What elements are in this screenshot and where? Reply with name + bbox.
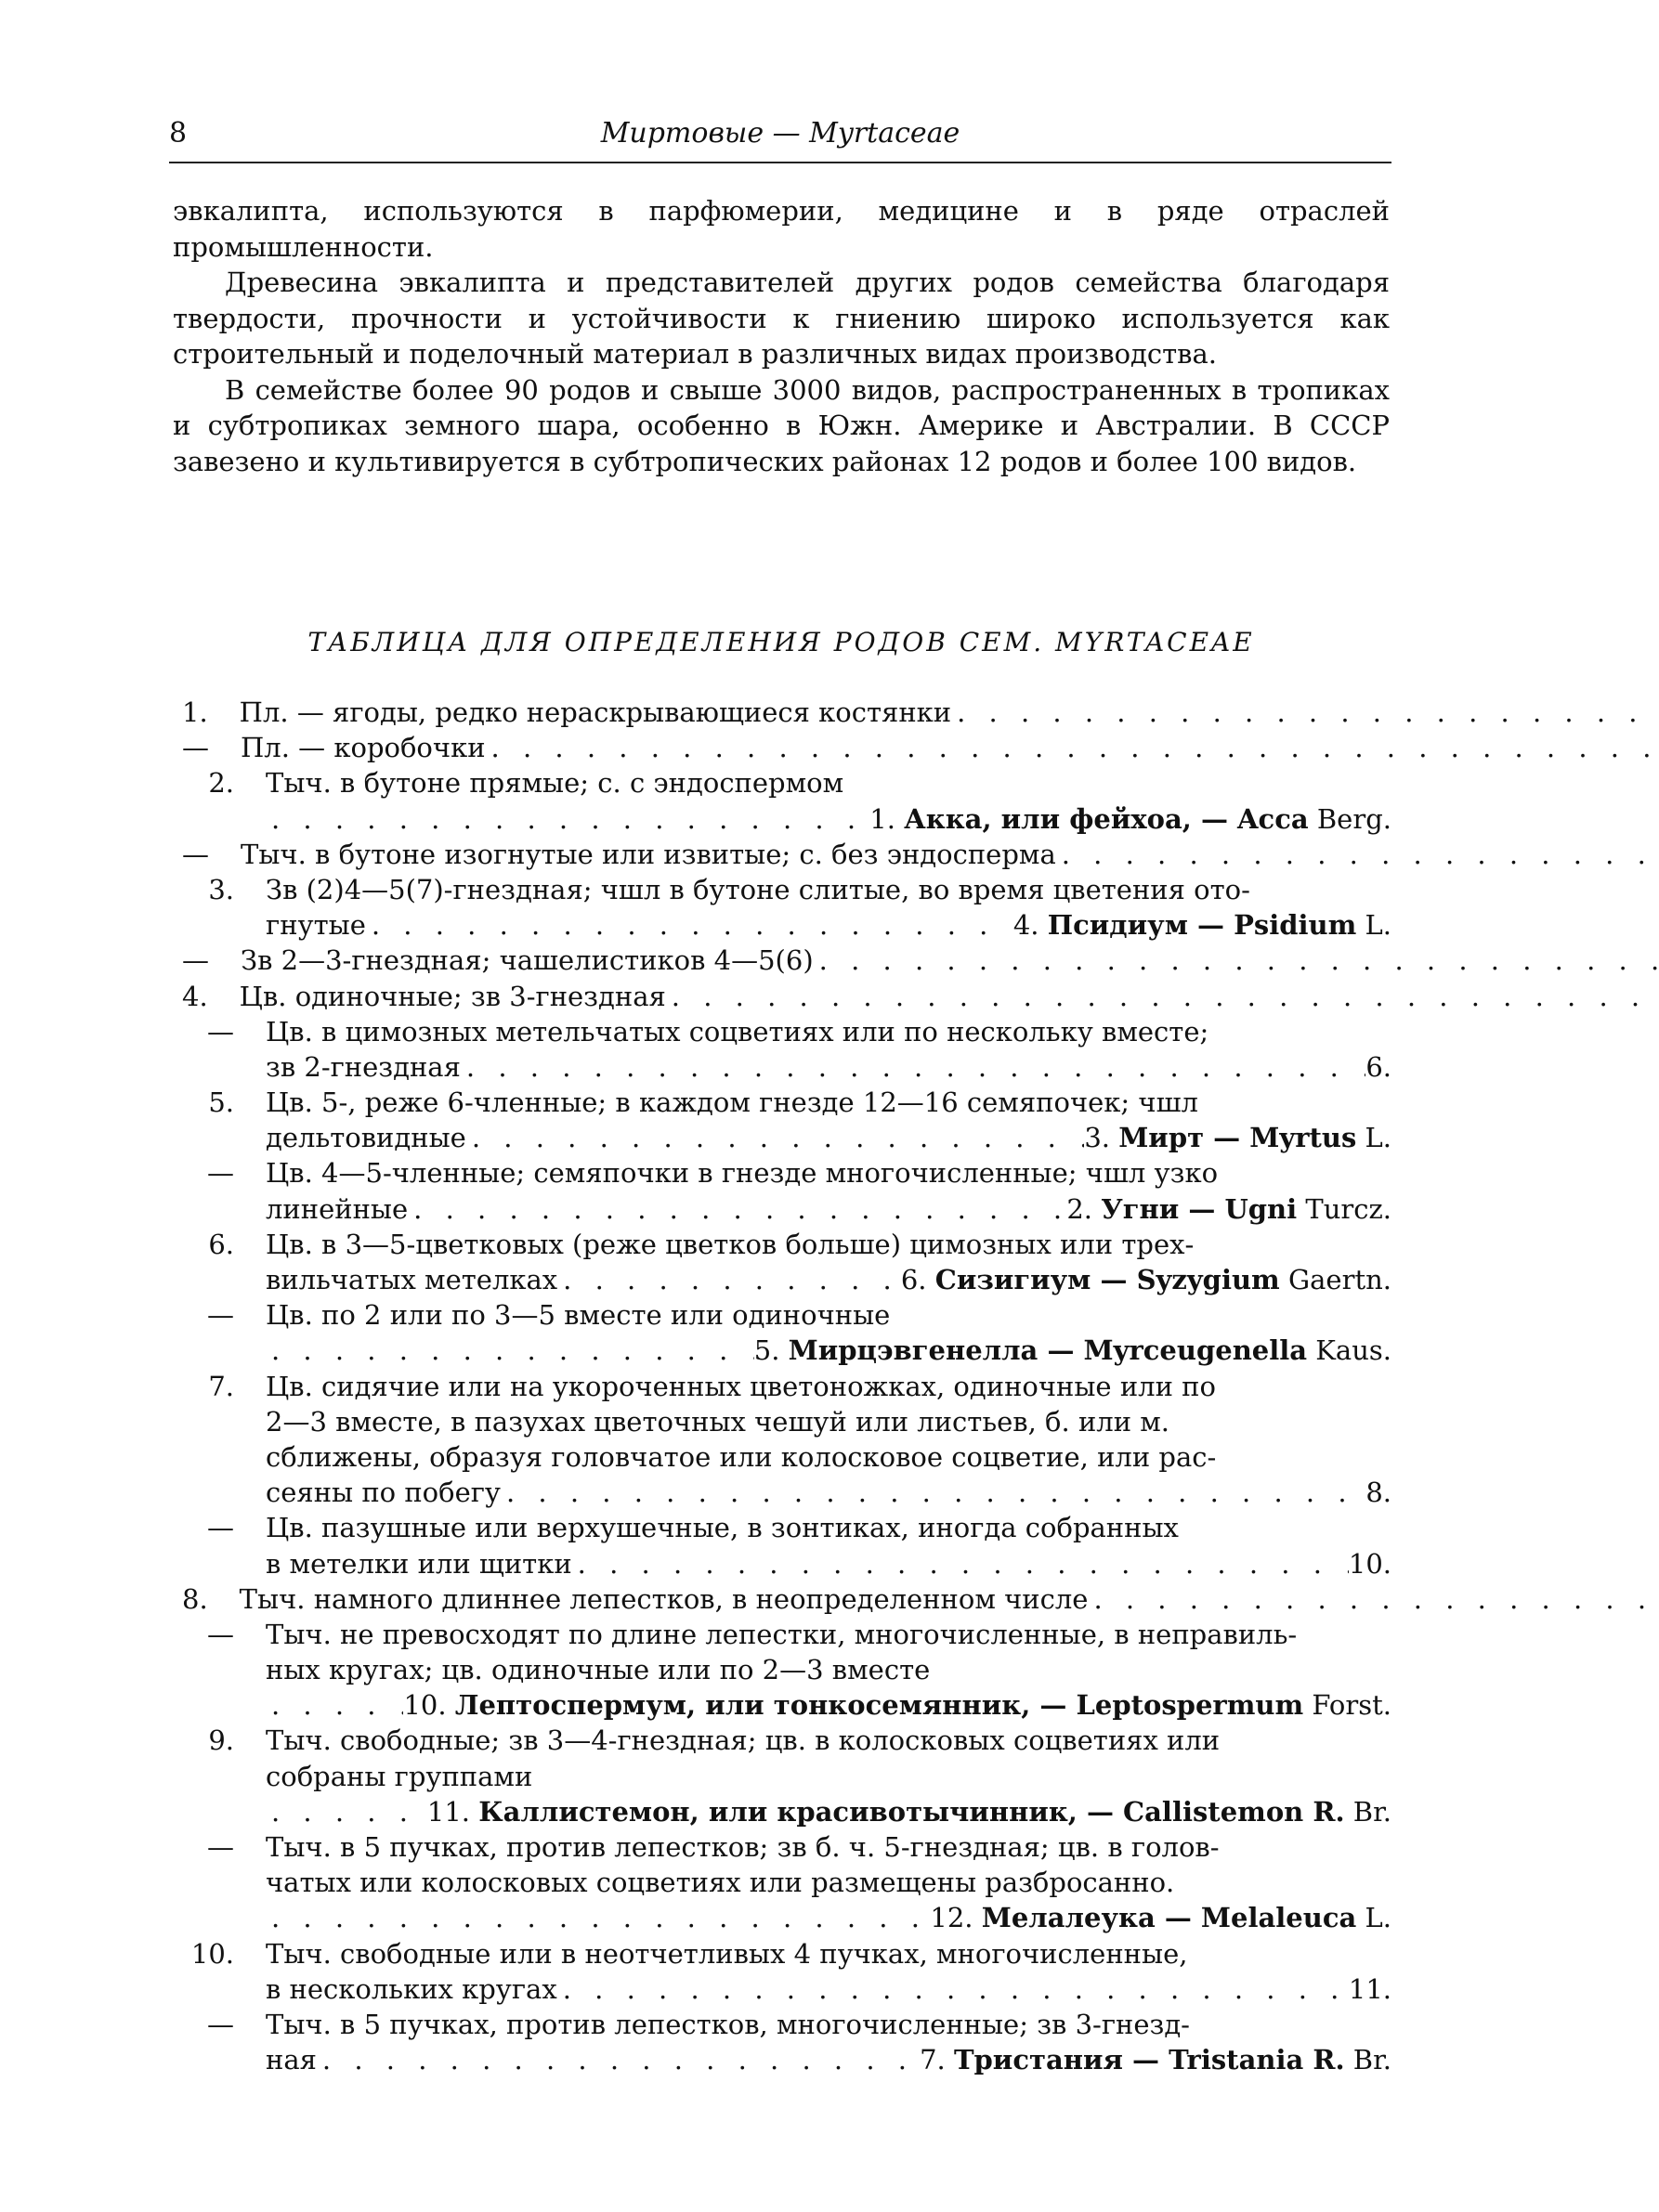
key-line-text: Тыч. не превосходят по длине лепестки, многочисленные, в неправиль- [266, 1618, 1298, 1650]
page-header [169, 115, 1391, 160]
running-title: Миртовые — Myrtaceae [600, 117, 960, 150]
taxon-name: Тристания — Tristania R. [953, 2044, 1345, 2076]
key-line-text: Тыч. в 5 пучках, против лепестков, многочисленные; зв 3-гнезд- [266, 2008, 1190, 2040]
dot-leader [408, 1191, 1066, 1227]
key-line-text: в метелки или щитки [266, 1547, 572, 1580]
paragraph-2: Древесина эвкалипта и представителей других родов семейства благодаря твердости, прочности и устойчивости к гниению широко используется как строительный и поделочный материал в различных видах производства. [173, 267, 1390, 370]
key-line [182, 1687, 1391, 1723]
taxon-name: Псидиум — Psidium [1047, 909, 1357, 942]
key-line-number: — [207, 1015, 234, 1047]
key-line-text: собраны группами [266, 1760, 533, 1792]
key-line-reference: 6. [1365, 1050, 1391, 1083]
dot-leader [557, 1262, 901, 1297]
key-line [182, 1652, 1391, 1687]
dot-leader [461, 1049, 1365, 1085]
key-line-reference: 10. [1348, 1547, 1391, 1580]
key-line [182, 1723, 1391, 1758]
key-line [182, 1049, 1391, 1085]
key-line-text: Цв. одиночные; зв 3-гнездная [239, 980, 666, 1012]
taxon-name: Мирт — Myrtus [1118, 1122, 1357, 1154]
key-line-text: Пл. — ягоды, редко нераскрывающиеся костянки [239, 696, 952, 728]
key-line [182, 1014, 1391, 1049]
paragraph-1: эвкалипта, используются в парфюмерии, медицине и в ряде отраслей промышленности. [173, 195, 1390, 263]
key-line-number: — [182, 838, 209, 870]
dot-leader [317, 2042, 920, 2077]
key-line-reference: 11. [1348, 1972, 1391, 2005]
key-line-text: чатых или колосковых соцветиях или размещены разбросанно. [266, 1867, 1175, 1899]
dot-leader [666, 979, 1659, 1014]
key-line-number: 2. [208, 767, 234, 800]
key-line-text: Тыч. свободные или в неотчетливых 4 пучках, многочисленные, [266, 1937, 1188, 1970]
key-line [182, 1936, 1391, 1971]
key-line [182, 872, 1391, 907]
dot-leader [266, 1333, 754, 1368]
key-line [182, 2042, 1391, 2077]
key-line [182, 1085, 1391, 1120]
key-line-number: — [207, 1831, 234, 1863]
key-line [182, 695, 1391, 730]
key-line-number: 3. [208, 873, 234, 905]
key-line-text: Тыч. в 5 пучках, против лепестков; зв б. ч. 5-гнездная; цв. в голов- [266, 1831, 1220, 1863]
key-line [182, 765, 1391, 800]
key-line-text: Тыч. в бутоне изогнутые или извитые; с. без эндосперма [241, 838, 1056, 870]
key-line-number: 8. [182, 1582, 208, 1615]
taxon-name: Угни — Ugni [1101, 1192, 1298, 1225]
key-line-text: линейные [266, 1192, 409, 1225]
key-line-text: сближены, образуя головчатое или колосковое соцветие, или рас- [266, 1440, 1217, 1473]
key-line-number: — [207, 1618, 234, 1650]
key-line-reference: 3. Мирт — Myrtus L. [1084, 1122, 1391, 1154]
dot-leader [951, 695, 1659, 730]
key-line-text: Цв. 5-, реже 6-членные; в каждом гнезде 12—16 семяпочек; чшл [266, 1086, 1198, 1119]
key-line [182, 1865, 1391, 1900]
dot-leader [466, 1120, 1084, 1155]
header-rule [169, 162, 1391, 163]
dot-leader [266, 1900, 930, 1935]
key-line-text: сеяны по побегу [266, 1477, 501, 1509]
body-text [173, 193, 1390, 479]
key-line-text: Цв. в 3—5-цветковых (реже цветков больше) цимозных или трех- [266, 1228, 1195, 1260]
key-line [182, 801, 1391, 837]
key-line-reference: 2. Угни — Ugni Turcz. [1066, 1192, 1391, 1225]
dot-leader [486, 730, 1659, 765]
key-line-number: 5. [208, 1086, 234, 1119]
dot-leader [366, 907, 1013, 943]
key-line-text: зв 2-гнездная [266, 1050, 461, 1083]
taxon-name: Каллистемон, или красивотычинник, — Callistemon R. [478, 1795, 1345, 1828]
key-line-reference: 4. Псидиум — Psidium L. [1012, 909, 1391, 942]
key-line [182, 1297, 1391, 1333]
key-line [182, 837, 1391, 872]
key-line [182, 1333, 1391, 1368]
key-line-number: — [207, 1512, 234, 1544]
key-line [182, 1829, 1391, 1865]
key-line-reference: 10. Лептоспермум, или тонкосемянник, — Leptospermum Forst. [403, 1689, 1391, 1722]
key-line [182, 1369, 1391, 1404]
taxon-name: Акка, или фейхоа, — Acca [904, 802, 1309, 835]
taxon-name: Лептоспермум, или тонкосемянник, — Leptospermum [454, 1689, 1304, 1722]
key-line-text: ных кругах; цв. одиночные или по 2—3 вместе [266, 1654, 931, 1686]
key-line [182, 1191, 1391, 1227]
key-line-number: 1. [182, 696, 208, 728]
key-line-text: Цв. 4—5-членные; семяпочки в гнезде многочисленные; чшл узко [266, 1157, 1219, 1190]
key-line [182, 730, 1391, 765]
key-line-text: Зв 2—3-гнездная; чашелистиков 4—5(6) [241, 944, 814, 977]
key-line-text: гнутые [266, 909, 366, 942]
dot-leader [501, 1475, 1365, 1510]
key-line-number: — [207, 1299, 234, 1332]
key-line-reference: 5. Мирцэвгенелла — Myrceugenella Kaus. [753, 1334, 1391, 1367]
dot-leader [1088, 1581, 1659, 1617]
key-line-number: 6. [208, 1228, 234, 1260]
key-line [182, 1439, 1391, 1475]
key-line-text: 2—3 вместе, в пазухах цветочных чешуй или листьев, б. или м. [266, 1405, 1170, 1438]
key-line [182, 1404, 1391, 1439]
dot-leader [1056, 837, 1659, 872]
key-line-text: Цв. пазушные или верхушечные, в зонтиках, иногда собранных [266, 1512, 1179, 1544]
key-line [182, 1546, 1391, 1581]
key-line-reference: 7. Тристания — Tristania R. Br. [920, 2044, 1391, 2076]
dot-leader [814, 943, 1659, 978]
key-line-reference: 1. Акка, или фейхоа, — Acca Berg. [869, 802, 1391, 835]
key-line-number: — [207, 1157, 234, 1190]
key-line-text: Цв. сидячие или на укороченных цветоножках, одиночные или по [266, 1370, 1216, 1402]
dot-leader [266, 1687, 403, 1723]
key-line [182, 1227, 1391, 1262]
paragraph-3: В семействе более 90 родов и свыше 3000 видов, распространенных в тропиках и субтропиках земного шара, особенно в Южн. Америке и Австралии. В СССР завезено и культивируется в субтропических районах 12 родов и более 100 видов. [173, 373, 1390, 477]
key-line-reference: 6. Сизигиум — Syzygium Gaertn. [900, 1264, 1391, 1295]
key-line [182, 1759, 1391, 1794]
taxon-name: Мелалеука — Melaleuca [981, 1902, 1357, 1934]
key-line-number: — [182, 944, 209, 977]
key-line-reference: 11. Каллистемон, или красивотычинник, — Callistemon R. Br. [426, 1795, 1391, 1828]
dot-leader [572, 1546, 1349, 1581]
taxon-name: Сизигиум — Syzygium [934, 1264, 1280, 1295]
key-line-reference: 12. Мелалеука — Melaleuca L. [930, 1902, 1391, 1934]
key-line [182, 1510, 1391, 1545]
key-line [182, 943, 1391, 978]
key-line-text: Тыч. свободные; зв 3—4-гнездная; цв. в колосковых соцветиях или [266, 1724, 1221, 1757]
key-line-text: вильчатых метелках [266, 1264, 558, 1295]
key-line-text: Тыч. в бутоне прямые; с. с эндоспермом [266, 767, 844, 800]
key-line-text: ная [266, 2044, 317, 2076]
key-line-reference: 8. [1365, 1477, 1391, 1509]
key-line-text: Тыч. намного длиннее лепестков, в неопределенном числе [239, 1582, 1089, 1615]
key-line [182, 1155, 1391, 1191]
key-line [182, 1617, 1391, 1652]
key-line [182, 1971, 1391, 2007]
dot-leader [266, 801, 869, 837]
key-line [182, 979, 1391, 1014]
key-line [182, 1120, 1391, 1155]
key-line-number: 10. [190, 1937, 234, 1970]
key-line-text: Цв. в цимозных метельчатых соцветиях или по нескольку вместе; [266, 1015, 1209, 1047]
key-line [182, 1475, 1391, 1510]
key-line-number: 7. [208, 1370, 234, 1402]
key-line [182, 1900, 1391, 1935]
page-number: 8 [169, 117, 188, 150]
key-line [182, 2007, 1391, 2042]
key-line-text: Цв. по 2 или по 3—5 вместе или одиночные [266, 1299, 891, 1332]
dot-leader [266, 1794, 427, 1829]
dot-leader [557, 1971, 1349, 2007]
key-line-text: дельтовидные [266, 1122, 466, 1154]
key-line [182, 1794, 1391, 1829]
taxon-name: Мирцэвгенелла — Myrceugenella [788, 1334, 1308, 1367]
key-line-text: Пл. — коробочки [241, 732, 486, 764]
key-line-number: 4. [182, 980, 208, 1012]
key-line [182, 1581, 1391, 1617]
key-line [182, 1262, 1391, 1297]
identification-key [182, 695, 1391, 2077]
key-line-text: в нескольких кругах [266, 1972, 557, 2005]
key-line-text: Зв (2)4—5(7)-гнездная; чшл в бутоне слитые, во время цветения ото- [266, 873, 1250, 905]
key-line [182, 907, 1391, 943]
key-line-number: — [207, 2008, 234, 2040]
key-line-number: 9. [208, 1724, 234, 1757]
key-line-number: — [182, 732, 209, 764]
key-table-title: ТАБЛИЦА ДЛЯ ОПРЕДЕЛЕНИЯ РОДОВ СЕМ. MYRTACEAE [307, 627, 1255, 657]
